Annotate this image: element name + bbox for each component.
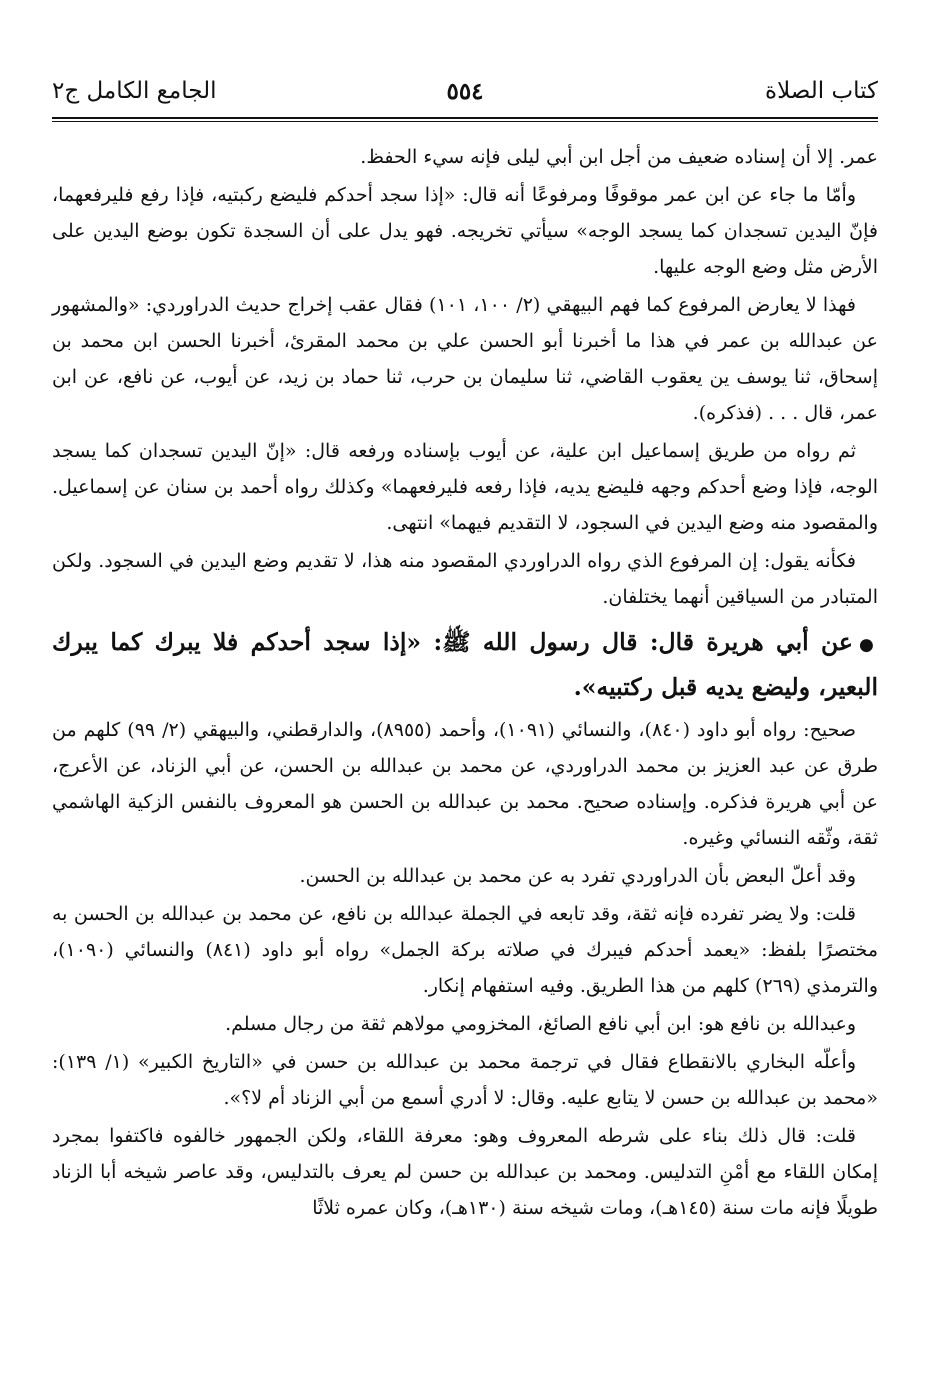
header-rule-thin [52,121,878,122]
page-body [52,139,878,1226]
paragraph: قلت: ولا يضر تفرده فإنه ثقة، وقد تابعه في الجملة عبدالله بن نافع، عن محمد بن عبدالله بن الحسن به مختصرًا بلفظ: «يعمد أحدكم فيبرك في صلاته بركة الجمل» رواه أبو داود (٨٤١) والنسائي (١٠٩٠)، والترمذي (٢٦٩) كلهم من هذا الطريق. وفيه استفهام إنكار. [52,903,878,997]
paragraph: فهذا لا يعارض المرفوع كما فهم البيهقي (٢/ ١٠٠، ١٠١) فقال عقب إخراج حديث الدراوردي: «والمشهور عن عبدالله بن عمر في هذا ما أخبرنا أبو الحسن علي بن محمد المقرئ، أخبرنا الحسن ابن محمد بن إسحاق، ثنا يوسف ين يعقوب القاضي، ثنا سليمان بن حرب، ثنا حماد بن زيد، عن أيوب، عن نافع، عن ابن عمر، قال . . . (فذكره). [52,294,878,424]
volume-title: الجامع الكامل ج٢ [52,78,217,104]
paragraph: عمر. إلا أن إسناده ضعيف من أجل ابن أبي ليلى فإنه سيء الحفظ. [360,146,878,168]
paragraph: وأمّا ما جاء عن ابن عمر موقوفًا ومرفوعًا أنه قال: «إذا سجد أحدكم فليضع ركبتيه، فإذا رفع فليرفعهما، فإنّ اليدين تسجدان كما يسجد الوجه» سيأتي تخريجه. فهو يدل على أن السجدة تكون بوضع اليدين على الأرض مثل وضع الوجه عليها. [52,184,878,278]
paragraph: وقد أعلّ البعض بأن الدراوردي تفرد به عن محمد بن عبدالله بن الحسن. [299,865,856,887]
page-header [52,0,878,120]
paragraph: فكأنه يقول: إن المرفوع الذي رواه الدراوردي المقصود منه هذا، لا تقديم وضع اليدين في السجود. ولكن المتبادر من السياقين أنهما يختلفان. [52,550,878,608]
hadith-text [52,621,878,708]
bullet-icon: ● [858,635,878,655]
header-rule [52,117,878,119]
paragraph: قلت: قال ذلك بناء على شرطه المعروف وهو: معرفة اللقاء، ولكن الجمهور خالفوه فاكتفوا بمجرد إمكان اللقاء مع أمْنِ التدليس. ومحمد بن عبدالله بن حسن لم يعرف بالتدليس، وقد عاصر شيخه أبا الزناد طويلًا فإنه مات سنة (١٤٥هـ)، ومات شيخه سنة (١٣٠هـ)، وكان عمره ثلاثًا [52,1125,878,1219]
book-title: كتاب الصلاة [765,78,878,104]
paragraph: وأعلّه البخاري بالانقطاع فقال في ترجمة محمد بن عبدالله بن حسن في «التاريخ الكبير» (١/ ١٣٩): «محمد بن عبدالله بن حسن لا يتابع عليه. وقال: لا أدري أسمع من أبي الزناد أم لا؟». [52,1051,878,1109]
paragraph: صحيح: رواه أبو داود (٨٤٠)، والنسائي (١٠٩١)، وأحمد (٨٩٥٥)، والدارقطني، والبيهقي (٢/ ٩٩) كلهم من طرق عن عبد العزيز بن محمد الدراوردي، عن محمد بن عبدالله بن الحسن، عن أبي الزناد، عن الأعرج، عن أبي هريرة فذكره. وإسناده صحيح. محمد بن عبدالله بن الحسن هو المعروف بالنفس الزكية الهاشمي ثقة، وثّقه النسائي وغيره. [52,719,878,849]
paragraph: ثم رواه من طريق إسماعيل ابن علية، عن أيوب بإسناده ورفعه قال: «إنّ اليدين تسجدان كما يسجد الوجه، فإذا وضع أحدكم وجهه فليضع يديه، فإذا رفعه فليرفعهما» وكذلك رواه أحمد بن سنان عن إسماعيل. والمقصود منه وضع اليدين في السجود، لا التقديم فيهما» انتهى. [52,440,878,534]
page-number: ٥٥٤ [446,78,484,105]
paragraph: وعبدالله بن نافع هو: ابن أبي نافع الصائغ، المخزومي مولاهم ثقة من رجال مسلم. [225,1013,856,1035]
hadith-body: عن أبي هريرة قال: قال رسول الله ﷺ: «إذا سجد أحدكم فلا يبرك كما يبرك البعير، وليضع يديه قبل ركتبيه». [52,628,878,701]
